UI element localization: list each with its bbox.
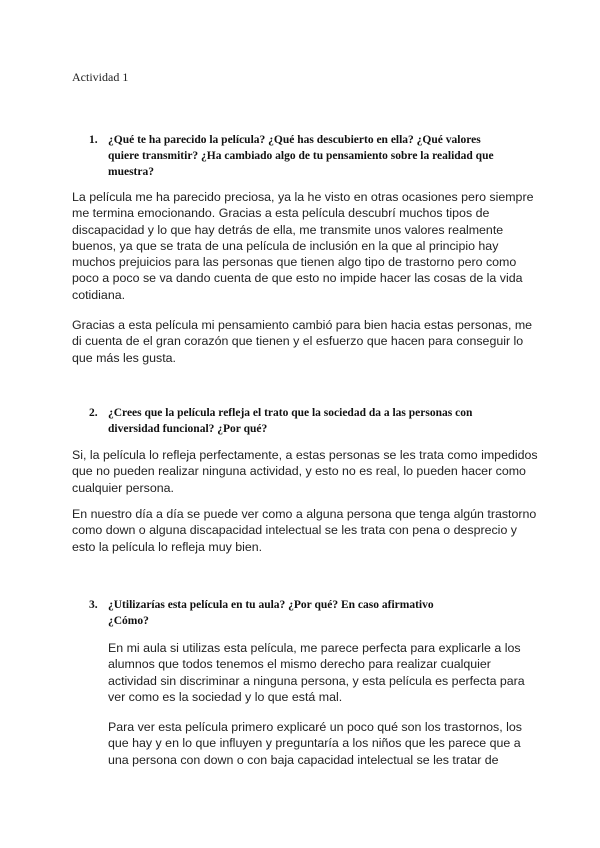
text-line: Gracias a esta película mi pensamiento cambió para bien hacia estas personas, me — [72, 318, 533, 332]
text-line: cotidiana. — [72, 287, 126, 302]
question-3 — [89, 597, 548, 629]
question-line: muestra? — [108, 166, 154, 178]
question-number: 2. — [89, 407, 98, 419]
question-number: 1. — [89, 134, 98, 146]
text-line: En nuestro día a día se puede ver como a alguna persona que tenga algún trastorno — [72, 507, 537, 521]
answer-1-paragraph-2 — [72, 317, 542, 366]
text-line: muchos prejuicios para las personas que tienen algo tipo de trastorno pero como — [72, 255, 517, 270]
text-line: que hay y en lo que influyen y preguntaría a los niños que les parece que a — [108, 736, 521, 751]
question-line: quiere transmitir? ¿Ha cambiado algo de tu pensamiento sobre la realidad que — [108, 150, 494, 162]
text-line: actividad sin discriminar a ninguna persona, y esta película es perfecta para — [108, 673, 525, 688]
question-line: ¿Crees que la película refleja el trato que la sociedad da a las personas con — [108, 407, 473, 419]
text-line: Si, la película lo refleja perfectamente, a estas personas se les trata como impedidos — [72, 448, 538, 462]
text-line: como down o alguna discapacidad intelectual se les trata con pena o desprecio y — [72, 523, 517, 538]
text-line: poco a poco se va dando cuenta de que esto no impide hacer las cosas de la vida — [72, 271, 523, 286]
text-line: ver como es la sociedad y lo que está mal. — [108, 689, 343, 704]
question-1 — [89, 132, 548, 180]
text-line: una persona con down o con baja capacidad intelectual se les tratar de — [108, 752, 499, 767]
text-line: esto la película lo refleja muy bien. — [72, 539, 263, 554]
question-2 — [89, 405, 548, 437]
text-line: cualquier persona. — [72, 480, 174, 495]
text-line: alumnos que todos tenemos el mismo derecho para realizar cualquier — [108, 657, 491, 672]
text-line: La película me ha parecido preciosa, ya la he visto en otras ocasiones pero siempre — [72, 190, 534, 204]
answer-3-paragraph-1 — [108, 640, 548, 705]
answer-1-paragraph-1 — [72, 189, 542, 303]
text-line: En mi aula si utilizas esta película, me parece perfecta para explicarle a los — [108, 641, 521, 655]
answer-2-paragraph-1 — [72, 447, 542, 496]
answer-2-paragraph-2 — [72, 506, 542, 555]
text-line: que más les gusta. — [72, 350, 177, 365]
question-line: diversidad funcional? ¿Por qué? — [108, 423, 268, 435]
question-line: ¿Cómo? — [108, 615, 149, 627]
question-line: ¿Utilizarías esta película en tu aula? ¿Por qué? En caso afirmativo — [108, 599, 434, 611]
text-line: discapacidad y lo que hay detrás de ella, me transmite unos valores realmente — [72, 222, 504, 237]
document-title: Actividad 1 — [72, 70, 129, 84]
text-line: me termina emocionando. Gracias a esta película descubrí muchos tipos de — [72, 206, 490, 221]
text-line: que no pueden realizar ninguna actividad, y esto no es real, lo pueden hacer como — [72, 464, 526, 479]
text-line: buenos, ya que se trata de una película de inclusión en la que al principio hay — [72, 238, 499, 253]
question-line: ¿Qué te ha parecido la película? ¿Qué has descubierto en ella? ¿Qué valores — [108, 134, 481, 146]
answer-3-paragraph-2 — [108, 719, 548, 768]
text-line: di cuenta de el gran corazón que tienen y el esfuerzo que hacen para conseguir lo — [72, 334, 524, 349]
question-number: 3. — [89, 599, 98, 611]
text-line: Para ver esta película primero explicaré un poco qué son los trastornos, los — [108, 720, 522, 734]
